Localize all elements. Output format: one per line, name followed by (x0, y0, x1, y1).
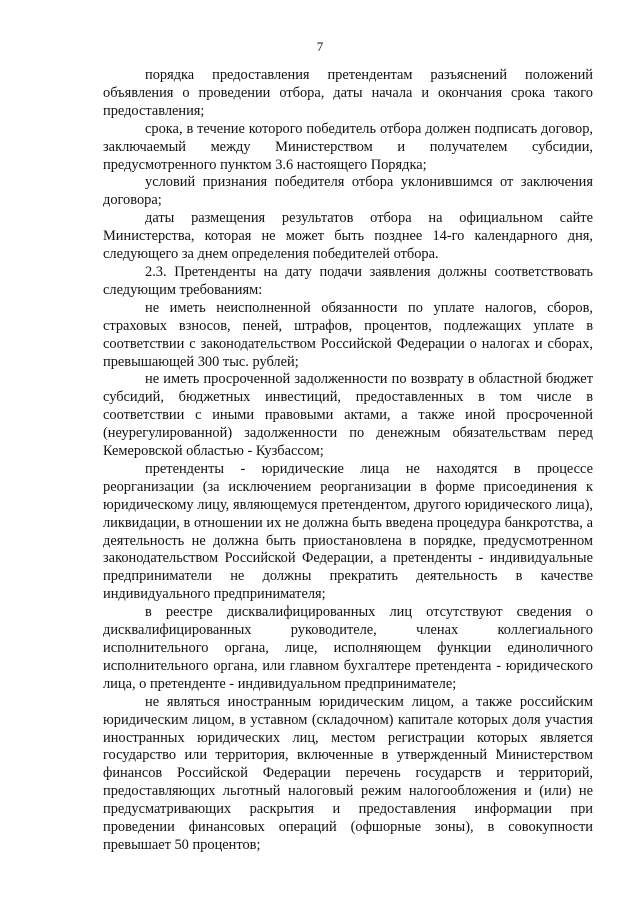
paragraph: условий признания победителя отбора уклонившимся от заключения договора; (103, 174, 593, 209)
document-body (103, 67, 593, 855)
paragraph: даты размещения результатов отбора на официальном сайте Министерства, которая не может быть позднее 14-го календарного дня, следующего за днем определения победителей отбора. (103, 210, 593, 263)
paragraph: не иметь просроченной задолженности по возврату в областной бюджет субсидий, бюджетных инвестиций, предоставленных в том числе в соответствии с иными правовыми актами, а также иной просроченной (неурегулированной) задолженности по денежным обязательствам перед Кемеровской областью - Кузбассом; (103, 371, 593, 460)
paragraph: порядка предоставления претендентам разъяснений положений объявления о проведении отбора, даты начала и окончания срока такого предоставления; (103, 67, 593, 119)
paragraph: срока, в течение которого победитель отбора должен подписать договор, заключаемый между Министерством и получателем субсидии, предусмотренного пунктом 3.6 настоящего Порядка; (103, 120, 593, 173)
paragraph: не являться иностранным юридическим лицом, а также российским юридическим лицом, в уставном (складочном) капитале которых доля участия иностранных юридических лиц, местом регистрации которых является государство или территория, включенные в утвержденный Министерством финансов Российской Федерации перечень государств и территорий, предоставляющих льготный налоговый режим налогообложения и (или) не предусматривающих раскрытия и предоставления информации при проведении финансовых операций (офшорные зоны), в совокупности превышает 50 процентов; (103, 693, 593, 853)
paragraph: претенденты - юридические лица не находятся в процессе реорганизации (за исключением реорганизации в форме присоединения к юридическому лицу, являющемуся претендентом, другого юридического лица), ликвидации, в отношении их не должна быть введена процедура банкротства, а деятельность не должна быть приостановлена в порядке, предусмотренном законодательством Российской Федерации, а претенденты - индивидуальные предприниматели не должны прекратить деятельность в качестве индивидуального предпринимателя; (103, 460, 593, 603)
page-number: 7 (316, 39, 324, 54)
paragraph: в реестре дисквалифицированных лиц отсутствуют сведения о дисквалифицированных руководителе, членах коллегиального исполнительного органа, лице, исполняющем функции единоличного исполнительного органа, или главном бухгалтере претендента - юридического лица, о претенденте - индивидуальном предпринимателе; (103, 604, 593, 692)
paragraph: не иметь неисполненной обязанности по уплате налогов, сборов, страховых взносов, пеней, штрафов, процентов, подлежащих уплате в соответствии с законодательством Российской Федерации о налогах и сборах, превышающей 300 тыс. рублей; (103, 299, 593, 370)
section-heading-paragraph: 2.3. Претенденты на дату подачи заявления должны соответствовать следующим требованиям: (103, 263, 593, 298)
